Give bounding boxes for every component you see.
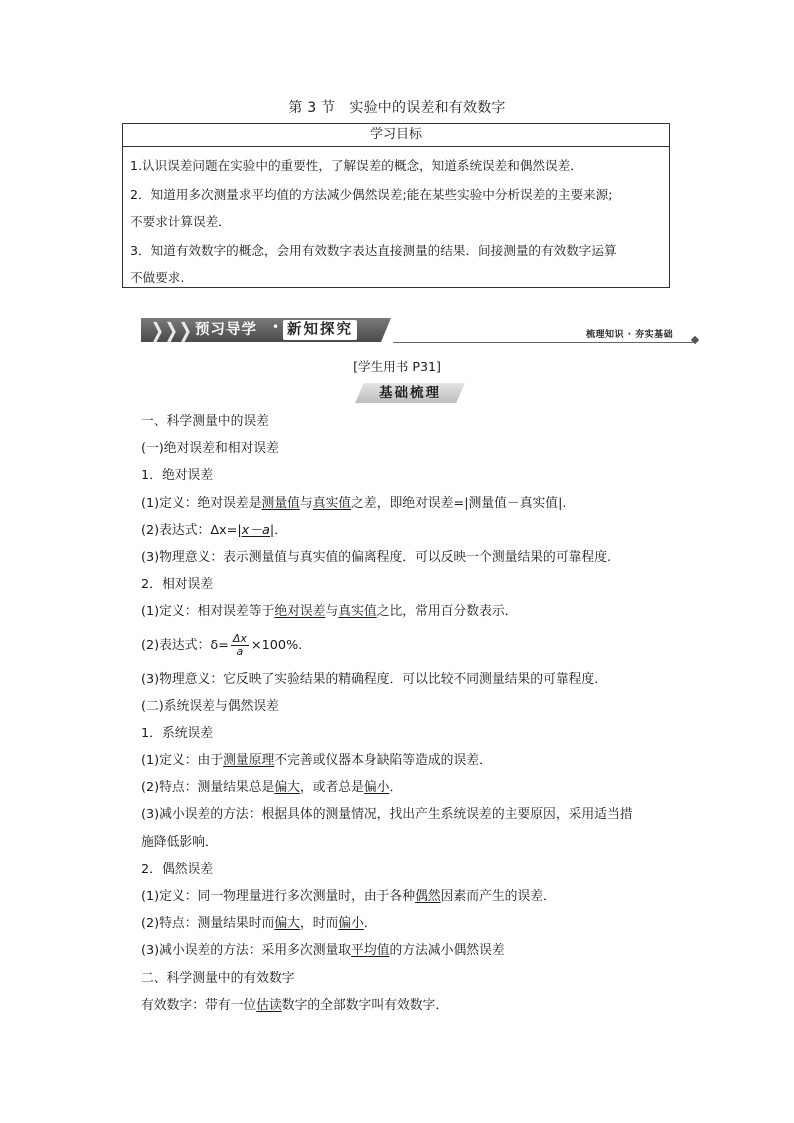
subheading: 1．系统误差 xyxy=(141,725,214,741)
badge-label: 基础梳理 xyxy=(379,385,441,401)
objective-item: 不做要求. xyxy=(130,270,185,285)
banner-rule xyxy=(393,342,693,343)
text: 不完善或仪器本身缺陷等造成的误差． xyxy=(274,753,492,769)
section-banner xyxy=(141,318,701,344)
text: ． xyxy=(389,780,403,796)
text: ． xyxy=(363,916,377,932)
answer-underlined: 绝对误差 xyxy=(274,604,326,620)
answer-underlined: 真实值 xyxy=(312,495,352,511)
paragraph xyxy=(141,992,701,1019)
subheading: 2．相对误差 xyxy=(141,577,214,593)
text: (1)定义：由于 xyxy=(141,753,224,769)
text: ，时而 xyxy=(299,916,339,932)
dot-separator-icon: • xyxy=(272,320,280,334)
main-content xyxy=(141,408,701,1019)
paragraph: (3)物理意义：表示测量值与真实值的偏离程度．可以反映一个测量结果的可靠程度. xyxy=(141,549,612,565)
answer-underlined: 测量值 xyxy=(261,495,300,511)
answer-underlined: 偏小 xyxy=(338,916,364,932)
paragraph: 施降低影响． xyxy=(141,834,218,850)
objective-item: 3．知道有效数字的概念，会用有效数字表达直接测量的结果．间接测量的有效数字运算 xyxy=(130,243,617,258)
answer-underlined: 平均值 xyxy=(351,943,390,959)
paragraph xyxy=(141,626,701,666)
page-title: 第 3 节 实验中的误差和有效数字 xyxy=(288,100,506,116)
answer-underlined: 偶然 xyxy=(415,889,441,904)
text: (3)减小误差的方法：采用多次测量取 xyxy=(141,943,352,959)
paragraph xyxy=(141,883,701,910)
paragraph xyxy=(141,598,701,625)
paragraph xyxy=(141,910,701,937)
text: 的方法减小偶然误差 xyxy=(389,943,505,959)
paragraph: (3)物理意义：它反映了实验结果的精确程度．可以比较不同测量结果的可靠程度. xyxy=(141,671,599,687)
objective-item: 1.认识误差问题在实验中的重要性，了解误差的概念，知道系统误差和偶然误差． xyxy=(130,158,583,173)
heading: 二、科学测量中的有效数字 xyxy=(141,970,295,986)
chevron-right-icon: ❯ xyxy=(150,318,165,342)
textbook-reference: [学生用书 P31] xyxy=(353,359,441,374)
text: 因素而产生的误差． xyxy=(440,889,556,904)
text: (2)表达式：δ= xyxy=(141,637,229,653)
answer-underlined: 估读 xyxy=(256,997,282,1013)
subheading: 2．偶然误差 xyxy=(141,861,214,877)
chevron-right-icon: ❯ xyxy=(164,318,179,342)
subheading: 1．绝对误差 xyxy=(141,468,214,484)
text: (1)定义：绝对误差是 xyxy=(141,495,262,511)
fraction-denominator: a xyxy=(236,644,244,658)
text: 与 xyxy=(325,604,339,620)
text: ×100%. xyxy=(250,637,303,653)
answer-underlined: 偏大 xyxy=(274,780,300,796)
paragraph xyxy=(141,517,701,544)
section-badge xyxy=(355,383,465,403)
text: ． xyxy=(274,522,288,538)
text: 与 xyxy=(299,495,313,511)
banner-tag: 新知探究 xyxy=(283,320,357,340)
fraction-numerator: Δx xyxy=(232,631,247,645)
paragraph xyxy=(141,774,701,801)
text: 之比，常用百分数表示． xyxy=(376,604,518,620)
subheading: (二)系统误差与偶然误差 xyxy=(141,698,279,714)
objective-item: 2．知道用多次测量求平均值的方法减少偶然误差;能在某些实验中分析误差的主要来源; xyxy=(130,187,613,202)
answer-underlined: 偏小 xyxy=(363,780,390,796)
paragraph: (3)减小误差的方法：根据具体的测量情况，找出产生系统误差的主要原因，采用适当措 xyxy=(141,807,633,823)
text: (1)定义：相对误差等于 xyxy=(141,604,275,620)
paragraph xyxy=(141,490,701,517)
subheading: (一)绝对误差和相对误差 xyxy=(141,441,279,457)
answer-underlined: 偏大 xyxy=(274,916,300,932)
text: 有效数字：带有一位 xyxy=(141,997,257,1013)
objective-item: 不要求计算误差． xyxy=(130,214,231,229)
text: ，或者总是 xyxy=(299,780,364,796)
text: 数字的全部数字叫有效数字． xyxy=(281,997,449,1013)
learning-objectives-box xyxy=(122,123,670,288)
answer-underlined: 测量原理 xyxy=(223,753,275,769)
answer-underlined: 真实值 xyxy=(338,604,377,620)
paragraph xyxy=(141,937,701,964)
text: (2)特点：测量结果总是 xyxy=(141,780,275,796)
text: (2)表达式：Δx= xyxy=(141,522,238,538)
banner-right-text: 梳理知识 · 夯实基础 xyxy=(586,330,674,340)
objectives-list xyxy=(123,147,669,292)
text: (1)定义：同一物理量进行多次测量时，由于各种 xyxy=(141,889,416,904)
text: (2)特点：测量结果时而 xyxy=(141,916,275,932)
chevron-right-icon: ❯ xyxy=(178,318,193,342)
text: 之差，即绝对误差=|测量值－真实值|. xyxy=(351,495,567,511)
fraction xyxy=(231,633,249,658)
heading: 一、科学测量中的误差 xyxy=(141,414,269,429)
answer-underlined: |x－a| xyxy=(237,522,275,538)
objectives-header: 学习目标 xyxy=(123,124,669,147)
paragraph xyxy=(141,747,701,774)
banner-label: 预习导学 xyxy=(195,322,257,338)
